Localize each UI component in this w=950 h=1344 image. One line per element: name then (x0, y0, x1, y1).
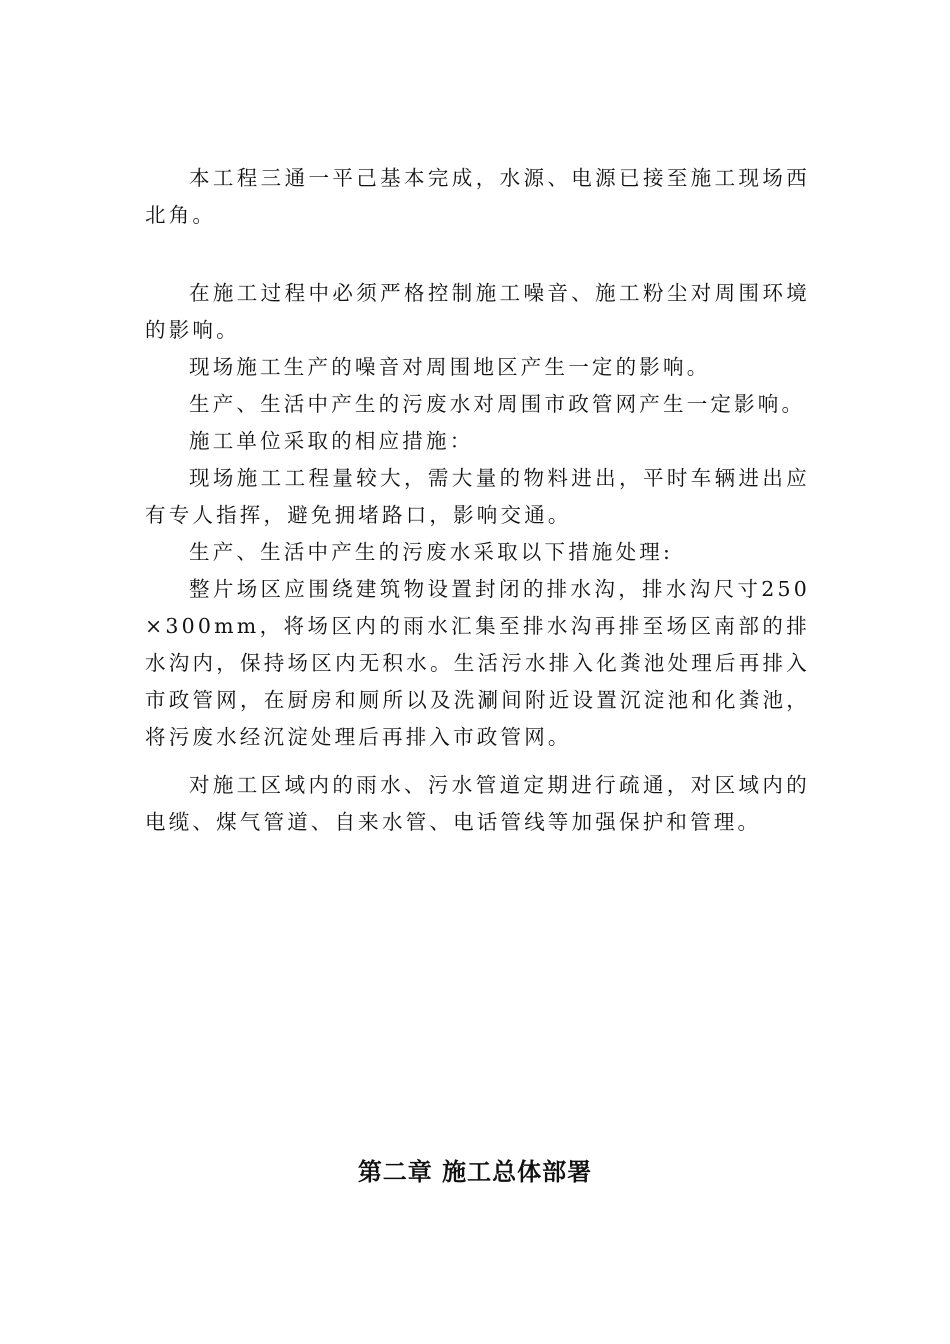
paragraph-measures-heading: 施工单位采取的相应措施： (189, 429, 474, 453)
chapter-title: 第二章 施工总体部署 (357, 1158, 593, 1186)
paragraph-wastewater-measures-heading: 生产、生活中产生的污废水采取以下措施处理: (189, 540, 674, 564)
paragraph-site-preparation: 本工程三通一平己基本完成，水源、电源已接至施工现场西北角。 (145, 166, 810, 227)
paragraph-noise-dust-control: 在施工过程中必须严格控制施工噪音、施工粉尘对周围环境的影响。 (145, 281, 810, 342)
paragraph-wastewater-impact: 生产、生活中产生的污废水对周围市政管网产生一定影响。 (189, 392, 806, 416)
paragraph-pipeline-protection: 对施工区域内的雨水、污水管道定期进行疏通，对区域内的电缆、煤气管道、自来水管、电话管线等加强保护和管理。 (145, 773, 810, 834)
paragraph-traffic-measures: 现场施工工程量较大，需大量的物料进出，平时车辆进出应有专人指挥，避免拥堵路口，影响交通。 (145, 466, 810, 527)
paragraph-noise-impact: 现场施工生产的噪音对周围地区产生一定的影响。 (189, 355, 711, 379)
paragraph-drainage-details: 整片场区应围绕建筑物设置封闭的排水沟，排水沟尺寸250×300mm，将场区内的雨水汇集至排水沟再排至场区南部的排水沟内，保持场区内无积水。生活污水排入化粪池处理后再排入市政管网，在厨房和厕所以及洗涮间附近设置沉淀池和化粪池，将污废水经沉淀处理后再排入市政管网。 (145, 577, 810, 749)
